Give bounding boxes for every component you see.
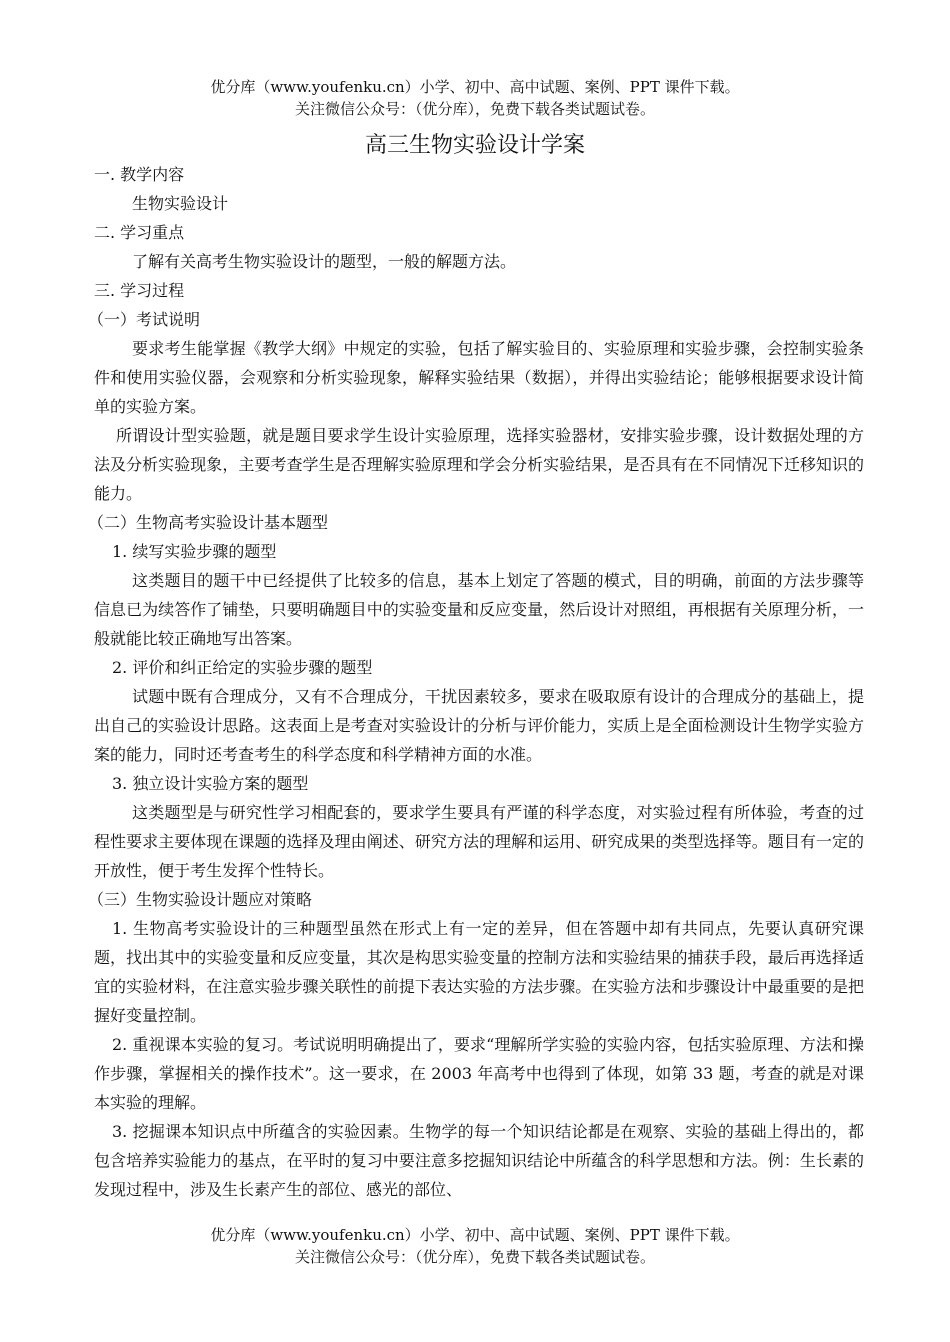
- subsection-heading-3: （三）生物实验设计题应对策略: [88, 890, 313, 909]
- header-line-1: 优分库（www.youfenku.cn）小学、初中、高中试题、案例、PPT 课件下载。: [210, 78, 740, 96]
- subsection-heading-2: （二）生物高考实验设计基本题型: [88, 513, 329, 532]
- type-1-text: 这类题目的题干中已经提供了比较多的信息，基本上划定了答题的模式，目的明确，前面的方法步骤等信息已为续答作了铺垫，只要明确题目中的实验变量和反应变量，然后设计对照组，再根据有关原理分析，一般就能比较正确地写出答案。: [94, 571, 864, 648]
- footer-line-2: 关注微信公众号：（优分库），免费下载各类试题试卷。: [294, 1248, 655, 1266]
- page-header: [0, 76, 950, 120]
- footer-line-1: 优分库（www.youfenku.cn）小学、初中、高中试题、案例、PPT 课件下载。: [210, 1226, 740, 1244]
- document-body: [88, 160, 864, 1204]
- type-heading-2: 2. 评价和纠正给定的实验步骤的题型: [112, 658, 373, 677]
- strategy-2-text: 2. 重视课本实验的复习。考试说明明确提出了，要求“理解所学实验的实验内容，包括实验原理、方法和操作步骤，掌握相关的操作技术”。这一要求，在 2003 年高考中也得到了体现，如第 33 题，考查的就是对课本实验的理解。: [94, 1035, 864, 1112]
- page-footer: [0, 1224, 950, 1268]
- exam-description-paragraph: 要求考生能掌握《教学大纲》中规定的实验，包括了解实验目的、实验原理和实验步骤，会控制实验条件和使用实验仪器，会观察和分析实验现象，解释实验结果（数据），并得出实验结论；能够根据要求设计简单的实验方案。: [94, 339, 864, 416]
- strategy-3-text: 3. 挖掘课本知识点中所蕴含的实验因素。生物学的每一个知识结论都是在观察、实验的基础上得出的，都包含培养实验能力的基点，在平时的复习中要注意多挖掘知识结论中所蕴含的科学思想和方法。例：生长素的发现过程中，涉及生长素产生的部位、感光的部位、: [94, 1122, 864, 1199]
- section-2-text: 了解有关高考生物实验设计的题型，一般的解题方法。: [132, 252, 517, 271]
- document-title: 高三生物实验设计学案: [364, 133, 585, 158]
- strategy-1-text: 1. 生物高考实验设计的三种题型虽然在形式上有一定的差异，但在答题中却有共同点，先要认真研究课题，找出其中的实验变量和反应变量，其次是构思实验变量的控制方法和实验结果的捕获手段，最后再选择适宜的实验材料，在注意实验步骤关联性的前提下表达实验的方法步骤。在实验方法和步骤设计中最重要的是把握好变量控制。: [94, 919, 864, 1025]
- design-question-paragraph: 所谓设计型实验题，就是题目要求学生设计实验原理，选择实验器材，安排实验步骤，设计数据处理的方法及分析实验现象，主要考查学生是否理解实验原理和学会分析实验结果，是否具有在不同情况下迁移知识的能力。: [94, 426, 864, 503]
- subsection-heading-1: （一）考试说明: [88, 310, 201, 329]
- section-heading-3: 三. 学习过程: [94, 281, 185, 300]
- type-heading-3: 3. 独立设计实验方案的题型: [112, 774, 309, 793]
- section-heading-2: 二. 学习重点: [94, 223, 185, 242]
- type-heading-1: 1. 续写实验步骤的题型: [112, 542, 277, 561]
- type-3-text: 这类题型是与研究性学习相配套的，要求学生要具有严谨的科学态度，对实验过程有所体验，考查的过程性要求主要体现在课题的选择及理由阐述、研究方法的理解和运用、研究成果的类型选择等。题目有一定的开放性，便于考生发挥个性特长。: [94, 803, 864, 880]
- type-2-text: 试题中既有合理成分，又有不合理成分，干扰因素较多，要求在吸取原有设计的合理成分的基础上，提出自己的实验设计思路。这表面上是考查对实验设计的分析与评价能力，实质上是全面检测设计生物学实验方案的能力，同时还考查考生的科学态度和科学精神方面的水准。: [94, 687, 864, 764]
- section-1-text: 生物实验设计: [132, 194, 229, 213]
- section-heading-1: 一. 教学内容: [94, 165, 185, 184]
- header-line-2: 关注微信公众号：（优分库），免费下载各类试题试卷。: [294, 100, 655, 118]
